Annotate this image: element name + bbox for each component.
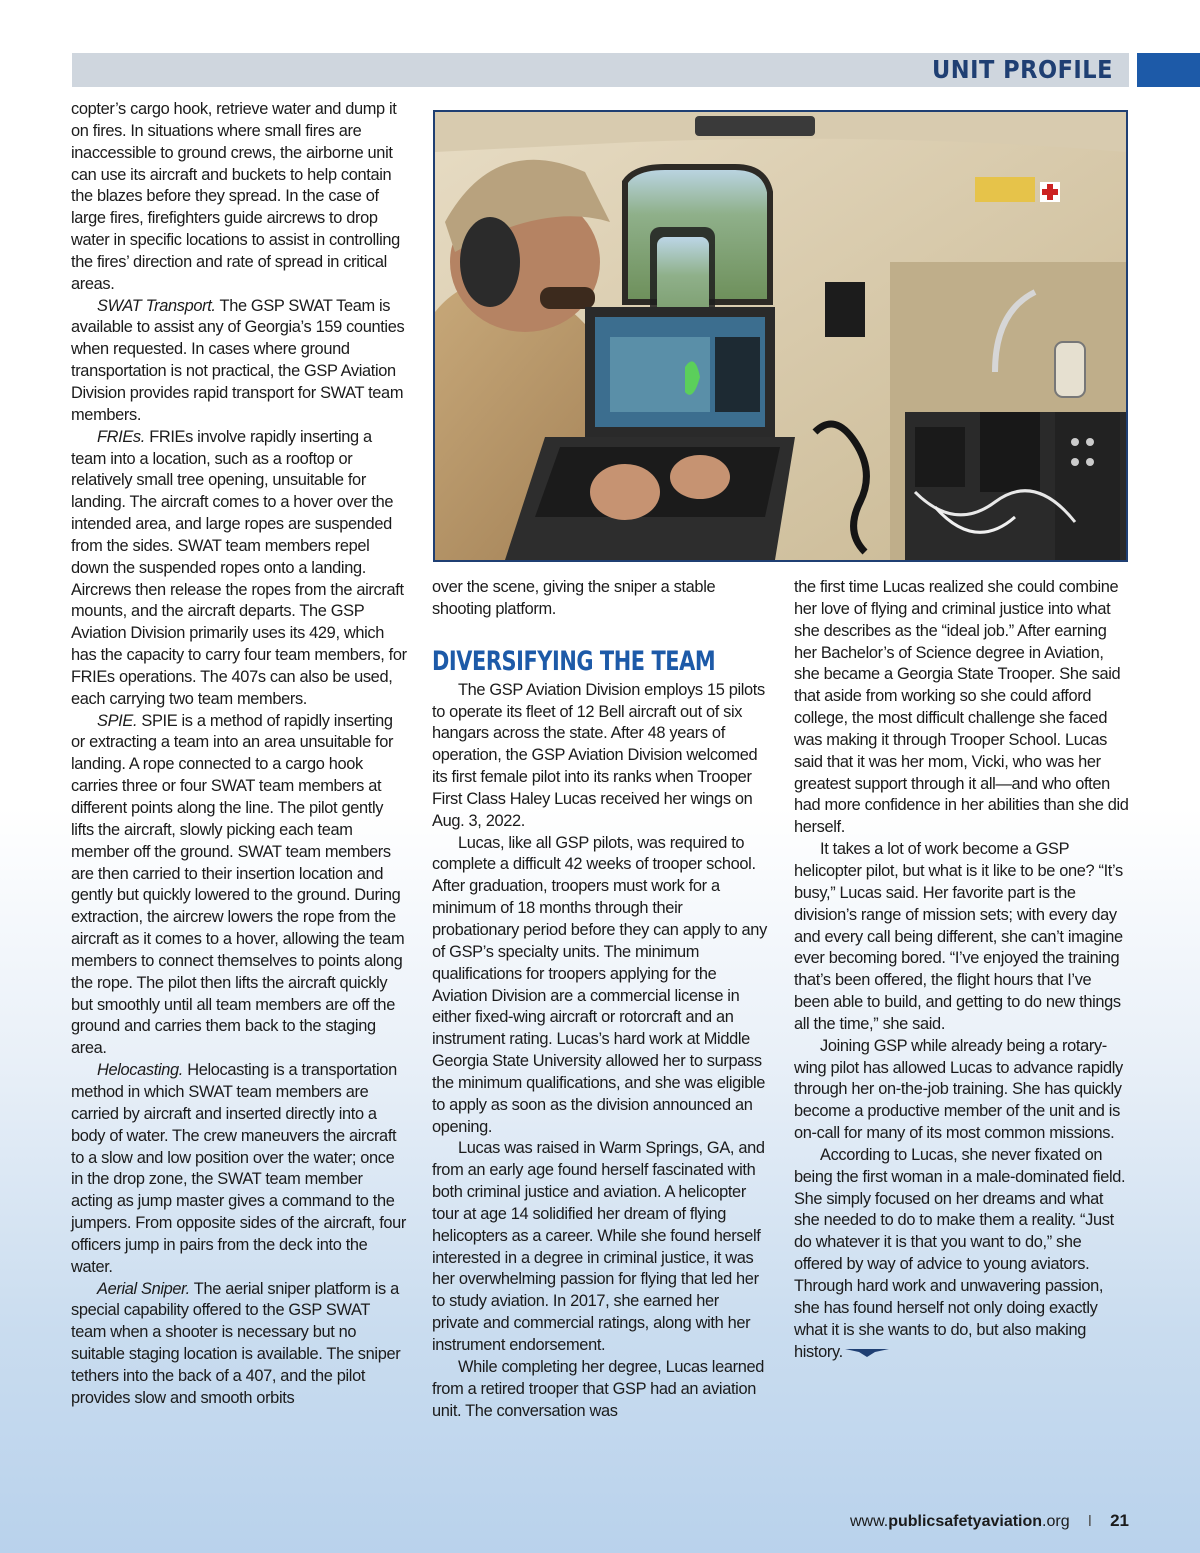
paragraph-text: The aerial sniper platform is a special capability offered to the GSP SWAT team when a shooter is necessary but no suitable staging location is available. The sniper tethers into the back of a 407, and the pilot provides slow and smooth orbits [71,1279,401,1407]
paragraph: Joining GSP while already being a rotary-wing pilot has allowed Lucas to advance rapidly through her on-the-job training. She has quickly become a productive member of the unit and is on-call for many of its most common missions. [794,1036,1123,1143]
section-heading: DIVERSIFYING THE TEAM [432,645,716,677]
paragraph: over the scene, giving the sniper a stable shooting platform. [432,578,716,618]
photo-illustration [435,112,1126,560]
paragraph-text: FRIEs involve rapidly inserting a team into a location, such as a rooftop or relatively small tree opening, unsuitable for landing. The aircraft comes to a hover over the intended area, and large ropes are suspended from the sides. SWAT team members repel down the suspended ropes onto a landing. Aircrews then release the ropes from the aircraft mounts, and the aircraft departs. The GSP Aviation Division primarily uses its 429, which has the capacity to carry four team members, for FRIEs operations. The 407s can also be used, each carrying two team members. [71,427,407,708]
paragraph [71,1060,407,1278]
paragraph-text: SPIE is a method of rapidly inserting or extracting a team into an area unsuitable for landing. A rope connected to a cargo hook carries three or four SWAT team members at different points along the line. The pilot gently lifts the aircraft, slowly picking each team member off the ground. SWAT team members are then carried to their insertion location and gently but quickly lowered to the ground. During extraction, the aircrew lowers the rope from the aircraft as it comes to a hover, allowing the team members to connect themselves to points along the rope. The pilot then lifts the aircraft quickly but smoothly until all team members are off the ground and carries them back to the staging area. [71,711,405,1058]
paragraph [71,1279,407,1410]
paragraph-text: Helocasting is a transportation method in which SWAT team members are carried by aircraft and inserted directly into a body of water. The crew maneuvers the aircraft to a slow and low position over the water; once in the drop zone, the SWAT team member acting as jump master gives a command to the jumpers. From opposite sides of the aircraft, four officers jump in pairs from the deck into the water. [71,1061,407,1276]
page-number: 21 [1110,1511,1129,1530]
footer-site-prefix: www. [849,1513,889,1530]
paragraph [71,427,407,711]
paragraph: copter’s cargo hook, retrieve water and dump it on fires. In situations where small fires are inaccessible to ground crews, the airborne unit can use its aircraft and buckets to help contain the blazes before they spread. In the case of large fires, firefighters guide aircrews to drop water in specific locations to assist in controlling the fires’ direction and rate of spread in critical areas. [71,100,400,293]
paragraph: Lucas, like all GSP pilots, was required to complete a difficult 42 weeks of trooper school. After graduation, troopers must work for a minimum of 18 months through their probationary period before they can apply to any of GSP’s specialty units. The minimum qualifications for troopers applying for the Aviation Division are a commercial license in either fixed-wing aircraft or rotorcraft and an instrument rating. Lucas’s hard work at Middle Georgia State University allowed her to surpass the minimum qualifications, and she was eligible to apply as soon as the division announced an opening. [432,833,767,1136]
header-accent-block [1137,53,1200,87]
paragraph: the first time Lucas realized she could combine her love of flying and criminal justice into what she describes as the “ideal job.” After earning her Bachelor’s of Science degree in Aviation, she became a Georgia State Trooper. She said that aside from working so she could afford college, the most difficult challenge she faced was making it through Trooper School. Lucas said that it was her mom, Vicki, who was her greatest support through it all—and who often had more confidence in her abilities than she did herself. [794,578,1129,837]
paragraph [794,1145,1130,1363]
footer-site-name: publicsafetyaviation [888,1513,1043,1530]
paragraph [71,296,407,427]
article-column-1 [71,99,407,1410]
paragraph-text: According to Lucas, she never fixated on being the first woman in a male-dominated field. She simply focused on her dreams and what she needed to do to make them a reality. “Just do whatever it is that you want to do,” she offered by way of advice to young aviators. Through hard work and unwavering passion, she has found herself not only doing exactly what it is she wants to do, but also making history. [794,1145,1126,1361]
paragraph [71,711,407,1061]
footer-separator: I [1087,1513,1093,1530]
section-header-bar [72,53,1129,87]
paragraph: While completing her degree, Lucas learned from a retired trooper that GSP had an aviation unit. The conversation was [432,1357,765,1420]
article-column-3 [794,577,1130,1363]
paragraph-lead: SPIE. [97,711,138,730]
paragraph-lead: Aerial Sniper. [97,1279,190,1298]
article-column-2 [432,577,768,1422]
paragraph: The GSP Aviation Division employs 15 pilots to operate its fleet of 12 Bell aircraft out of six hangars across the state. After 48 years of operation, the GSP Aviation Division welcomed its first female pilot into its ranks when Trooper First Class Haley Lucas received her wings on Aug. 3, 2022. [432,680,765,830]
paragraph-lead: FRIEs. [97,427,145,446]
section-title: UNIT PROFILE [932,55,1113,84]
footer-site-suffix: .org [1042,1513,1070,1530]
paragraph: Lucas was raised in Warm Springs, GA, and from an early age found herself fascinated with both criminal justice and aviation. A helicopter tour at age 14 solidified her dream of flying helicopters as a career. While she found herself interested in a degree in criminal justice, it was her overwhelming passion for flying that led her to study aviation. In 2017, she earned her private and commercial ratings, along with her instrument endorsement. [432,1139,765,1354]
paragraph-text: The GSP SWAT Team is available to assist any of Georgia’s 159 counties when requested. In cases where ground transportation is not practical, the GSP Aviation Division provides rapid transport for SWAT team members. [71,296,405,424]
page-footer [850,1511,1129,1531]
paragraph-lead: Helocasting. [97,1061,183,1080]
helicopter-cabin-photo [433,110,1128,562]
paragraph-lead: SWAT Transport. [97,296,216,315]
end-of-article-icon [845,1346,889,1358]
paragraph: It takes a lot of work become a GSP helicopter pilot, but what is it like to be one? “It’s busy,” Lucas said. Her favorite part is the division’s range of mission sets; with every day and every call being different, she can’t imagine ever becoming bored. “I’ve enjoyed the training that’s been offered, the flight hours that I’ve been able to build, and getting to do new things all the time,” she said. [794,840,1123,1033]
